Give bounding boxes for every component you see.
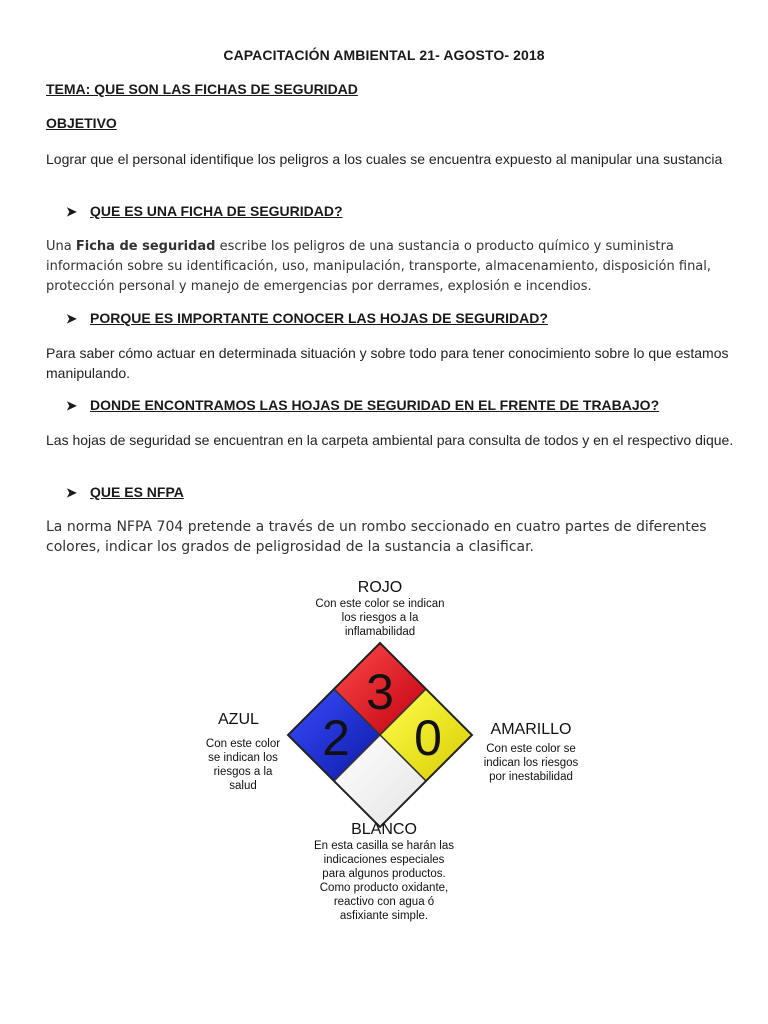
section-body-importance: Para saber cómo actuar en determinada situación y sobre todo para tener conocimiento sobre lo que estamos manipulando. — [46, 345, 729, 381]
arrow-bullet-icon: ➤ — [66, 204, 77, 219]
objective-text: Lograr que el personal identifique los peligros a los cuales se encuentra expuesto al manipular una sustancia — [46, 151, 723, 167]
blue-number: 2 — [322, 710, 350, 766]
nfpa-diagram — [190, 575, 600, 935]
arrow-bullet-icon: ➤ — [66, 311, 77, 326]
arrow-bullet-icon: ➤ — [66, 398, 77, 413]
yellow-number: 0 — [414, 710, 442, 766]
section-heading-nfpa: ➤ QUE ES NFPA — [66, 484, 184, 500]
bold-term: Ficha de seguridad — [75, 239, 216, 254]
red-number: 3 — [366, 664, 394, 720]
topic-heading: TEMA: QUE SON LAS FICHAS DE SEGURIDAD — [46, 81, 358, 97]
objective-heading: OBJETIVO — [46, 115, 117, 131]
document-title: CAPACITACIÓN AMBIENTAL 21- AGOSTO- 2018 — [223, 47, 545, 63]
label-blanco: BLANCO En esta casilla se harán las indicaciones especiales para algunos productos. Como producto oxidante, reactivo con agua ó asfixiante simple. — [314, 821, 454, 922]
section-body-location: Las hojas de seguridad se encuentran en la carpeta ambiental para consulta de todos y en el respectivo dique. — [46, 432, 734, 448]
label-rojo: ROJO Con este color se indican los riesgos a la inflamabilidad — [315, 579, 445, 638]
section-body-what-is: Una Ficha de seguridad escribe los peligros de una sustancia o producto químico y suministra información sobre su identificación, uso, manipulación, transporte, almacenamiento, disposición final, protección personal y manejo de emergencias por derrames, explosión e incendios. — [46, 239, 712, 294]
section-heading-location: ➤ DONDE ENCONTRAMOS LAS HOJAS DE SEGURIDAD EN EL FRENTE DE TRABAJO? — [66, 397, 660, 413]
section-heading-what-is: ➤ QUE ES UNA FICHA DE SEGURIDAD? — [66, 203, 343, 219]
arrow-bullet-icon: ➤ — [66, 485, 77, 500]
section-heading-importance: ➤ PORQUE ES IMPORTANTE CONOCER LAS HOJAS DE SEGURIDAD? — [66, 310, 548, 326]
section-body-nfpa: La norma NFPA 704 pretende a través de un rombo seccionado en cuatro partes de diferentes colores, indicar los grados de peligrosidad de la sustancia a clasificar. — [46, 519, 707, 555]
label-amarillo: AMARILLO Con este color se indican los riesgos por inestabilidad — [483, 721, 579, 783]
label-azul: AZUL Con este color se indican los riesgos a la salud — [205, 711, 281, 792]
